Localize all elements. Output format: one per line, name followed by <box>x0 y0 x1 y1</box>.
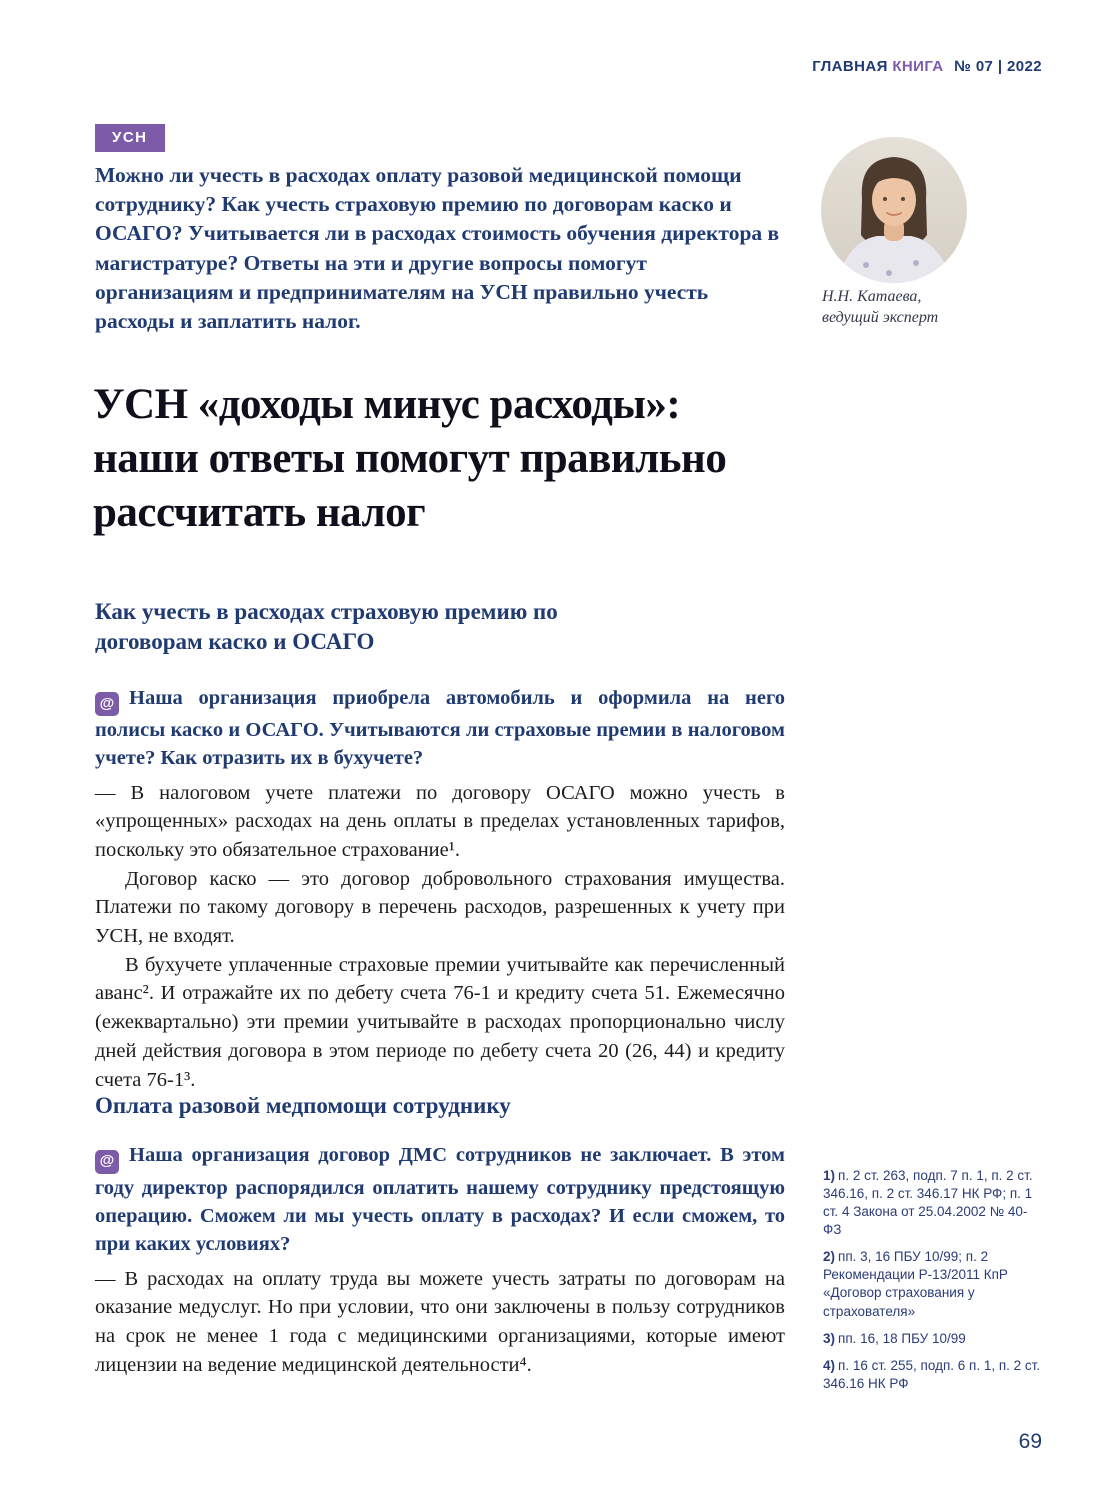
question-text: Наша организация договор ДМС сотрудников не заключает. В этом году директор распорядился оплатить нашему сотруднику предстоящую операцию. Сможем ли мы учесть оплату в расходах? И если сможем, то при каких условиях? <box>95 1144 785 1256</box>
intro-lead: Можно ли учесть в расходах оплату разовой медицинской помощи сотруднику? Как учесть страховую премию по договорам каско и ОСАГО? Учитывается ли в расходах стоимость обучения директора в магистратуре? Ответы на эти и другие вопросы помогут организациям и предпринимателям на УСН правильно учесть расходы и заплатить налог. <box>95 163 780 334</box>
footnote-text: пп. 3, 16 ПБУ 10/99; п. 2 Рекомендации Р-13/2011 КпР «Договор страхования у страхователя» <box>823 1249 1008 1319</box>
magazine-brand-part2: КНИГА <box>892 58 944 75</box>
answer-paragraph: Договор каско — это договор добровольного страхования имущества. Платежи по такому договору в перечень расходов, разрешенных к учету при УСН, не входят. <box>95 867 785 948</box>
author-portrait-illustration <box>821 137 967 283</box>
answer-paragraph: — В налоговом учете платежи по договору ОСАГО можно учесть в «упрощенных» расходах на день оплаты в пределах установленных тарифов, поскольку это обязательное страхование¹. <box>95 781 785 861</box>
footnote-number: 2) <box>823 1249 836 1265</box>
footnote-number: 4) <box>823 1357 836 1373</box>
answer-paragraph: — В расходах на оплату труда вы можете учесть затраты по договорам на оказание медуслуг. Но при условии, что они заключены в пользу сотрудников на срок не менее 1 года с медицинскими организациями, которые имеют лицензии на ведение медицинской деятельности⁴. <box>95 1267 785 1376</box>
article-title-line3: рассчитать налог <box>93 489 426 536</box>
magazine-issue: № 07 | 2022 <box>954 58 1042 75</box>
author-photo <box>821 137 967 283</box>
at-icon: @ <box>95 692 119 716</box>
reader-question <box>95 684 785 773</box>
article-title-line2: наши ответы помогут правильно <box>93 435 727 482</box>
footnote-number: 1) <box>823 1168 836 1183</box>
footnote <box>823 1357 1045 1393</box>
footnote-text: п. 2 ст. 263, подп. 7 п. 1, п. 2 ст. 346.16, п. 2 ст. 346.17 НК РФ; п. 1 ст. 4 Закона от 25.04.2002 № 40-ФЗ <box>823 1168 1033 1238</box>
author-role: ведущий эксперт <box>822 308 939 326</box>
author-name: Н.Н. Катаева, <box>822 288 922 305</box>
footnote-text: пп. 16, 18 ПБУ 10/99 <box>838 1330 966 1346</box>
section-medpomosch <box>95 1091 785 1379</box>
footnote <box>823 1248 1045 1320</box>
footnote <box>823 1167 1045 1239</box>
answer-paragraph: В бухучете уплаченные страховые премии учитывайте как перечисленный аванс². И отражайте их по дебету счета 76-1 и кредиту счета 51. Ежемесячно (ежеквартально) эти премии учитывайте в расходах пропорционально числу дней действия договора в этом периоде по дебету счета 20 (26, 44) и кредиту счета 76-1³. <box>95 953 785 1091</box>
masthead <box>812 58 1042 75</box>
footnote-text: п. 16 ст. 255, подп. 6 п. 1, п. 2 ст. 346.16 НК РФ <box>823 1357 1041 1391</box>
magazine-brand-part1: ГЛАВНАЯ <box>812 58 888 75</box>
footnote <box>823 1330 1045 1348</box>
footnote-number: 3) <box>823 1330 836 1346</box>
at-icon: @ <box>95 1150 119 1174</box>
author-caption <box>822 287 1052 329</box>
footnotes-sidebar <box>823 1167 1045 1402</box>
section-heading: Оплата разовой медпомощи сотруднику <box>95 1093 511 1118</box>
article-title <box>93 378 1033 540</box>
reader-question <box>95 1141 785 1258</box>
page-number: 69 <box>1018 1430 1042 1453</box>
article-title-line1: УСН «доходы минус расходы»: <box>93 381 681 428</box>
section-heading: Как учесть в расходах страховую премию по договорам каско и ОСАГО <box>95 599 558 655</box>
question-text: Наша организация приобрела автомобиль и оформила на него полисы каско и ОСАГО. Учитываются ли страховые премии в налоговом учете? Как отразить их в бухучете? <box>95 686 785 770</box>
rubric-badge-usn: УСН <box>95 124 165 152</box>
section-kasko-osago <box>95 597 785 1094</box>
